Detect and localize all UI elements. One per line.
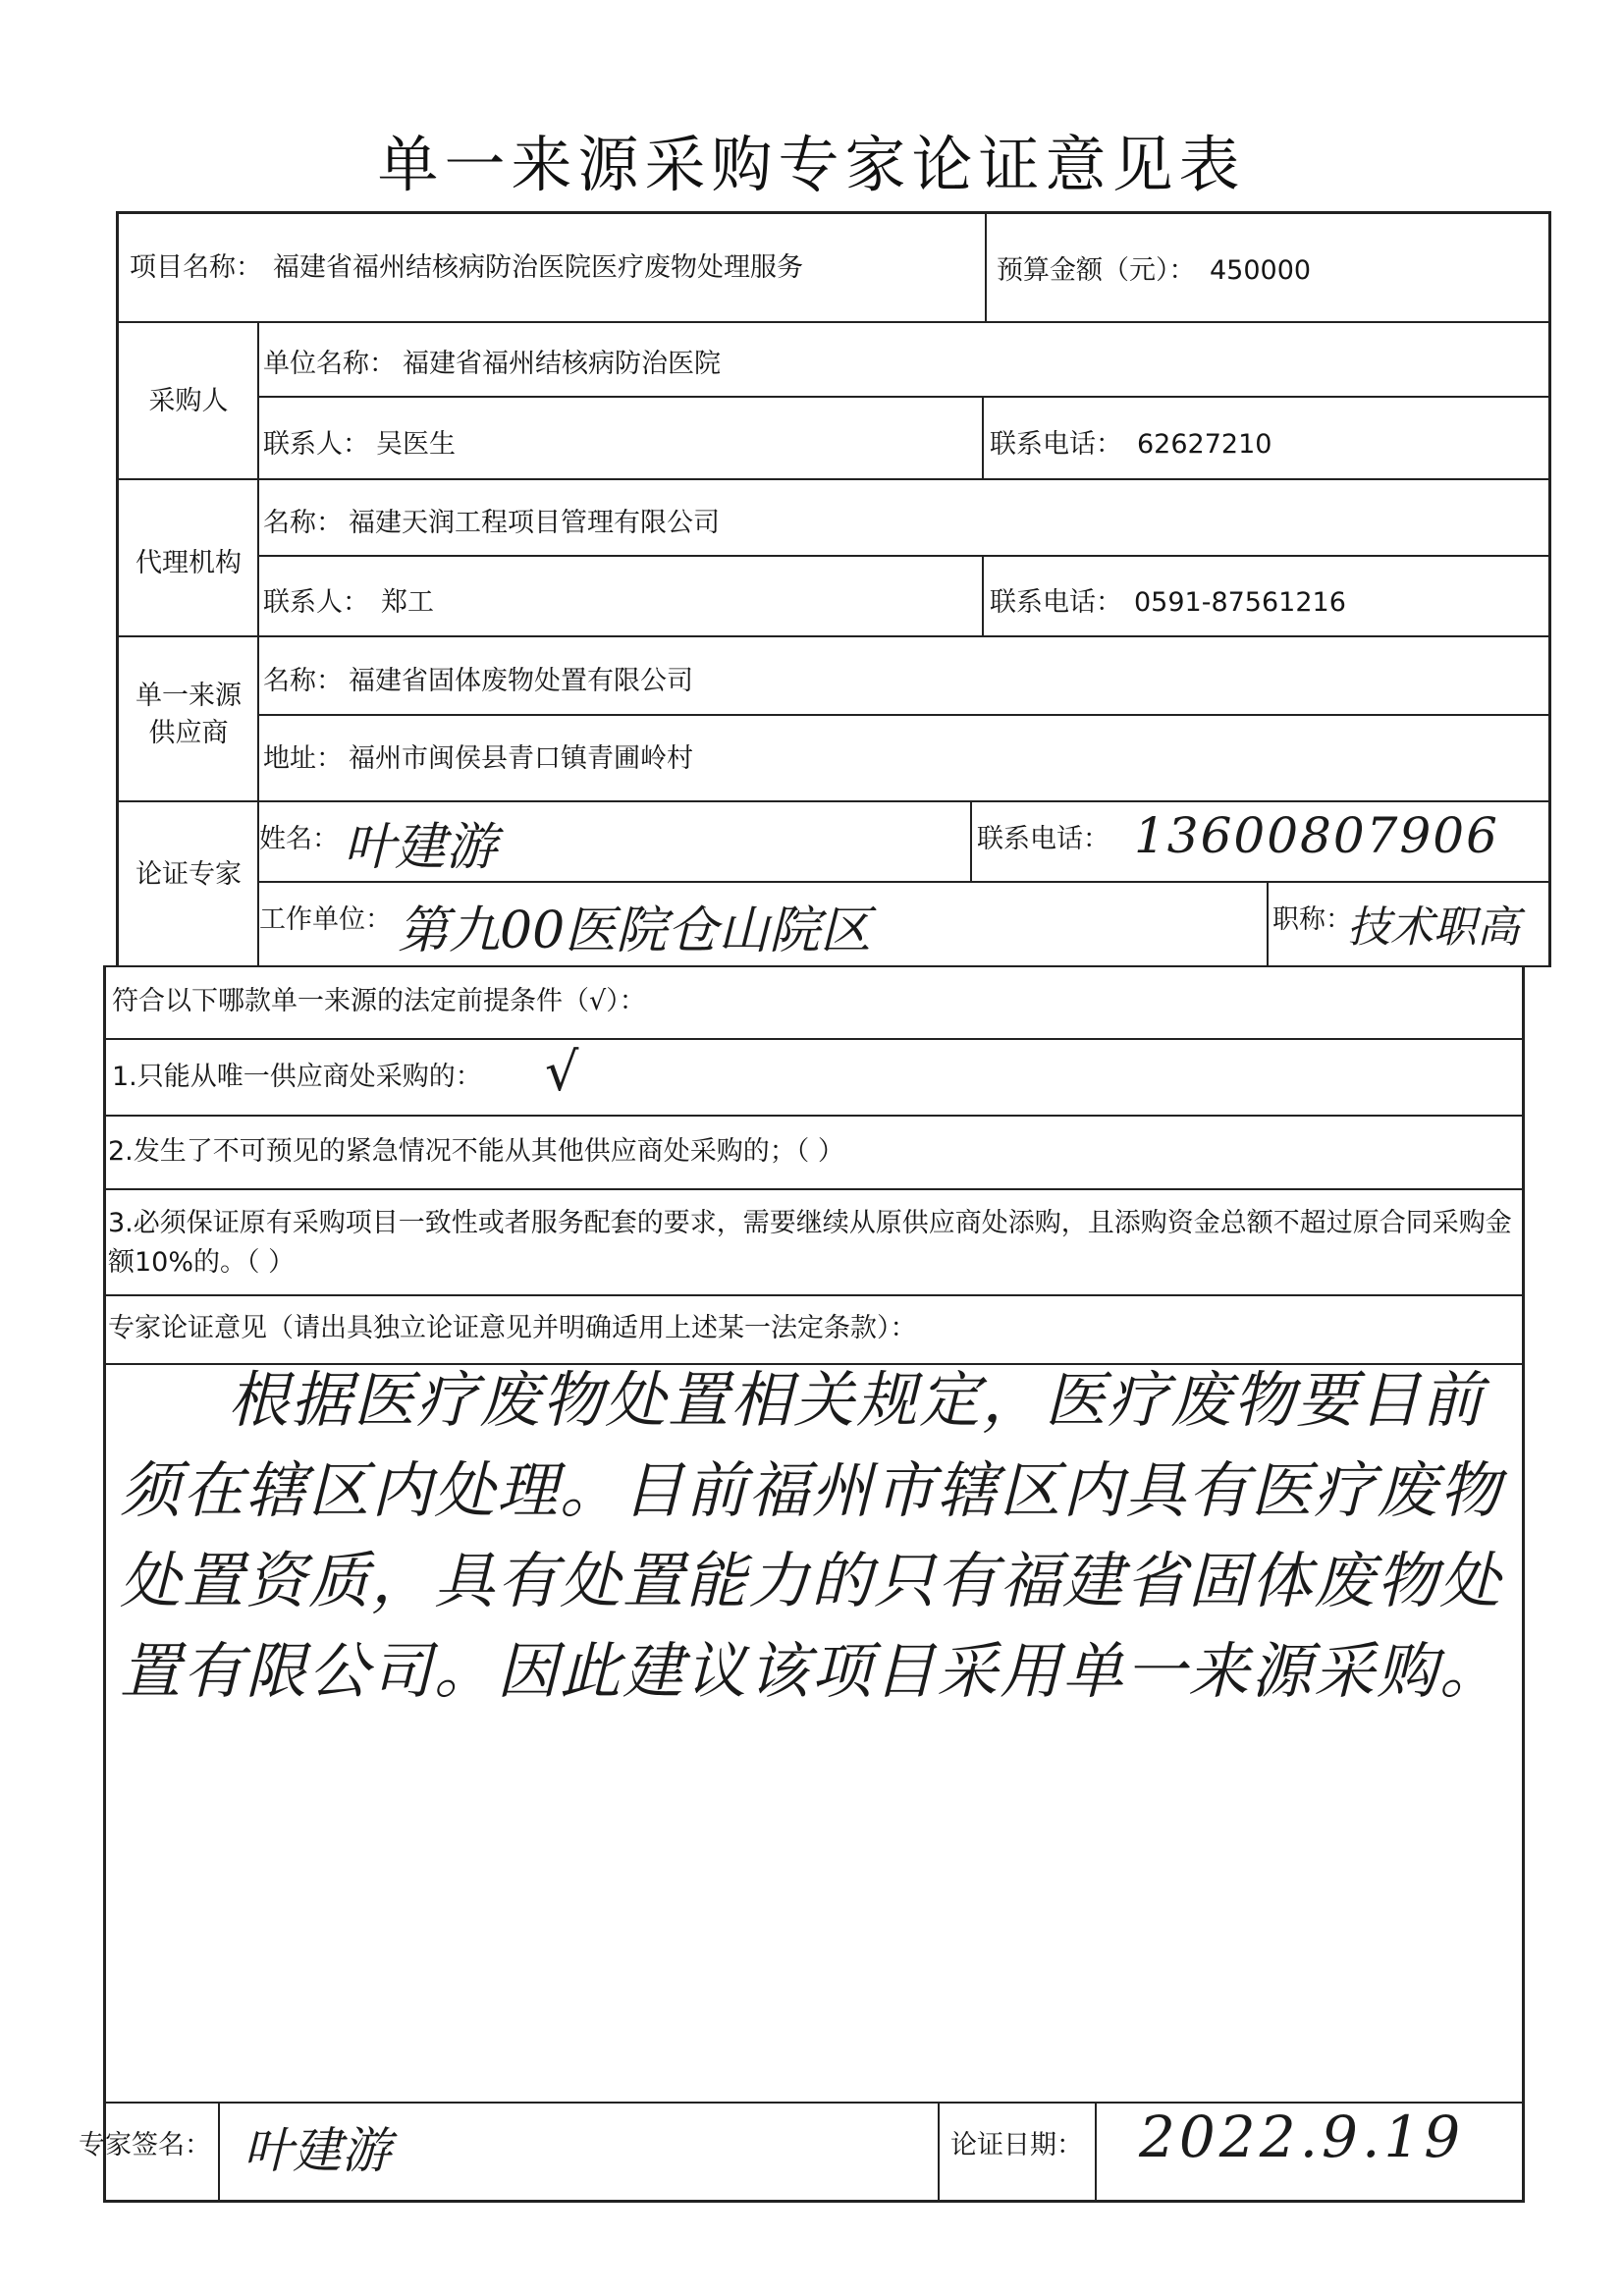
purchaser-phone-value: 62627210 [1137,429,1272,460]
agency-name-label: 名称： [263,508,343,538]
form-title: 单一来源采购专家论证意见表 [377,129,1246,200]
row-line [103,1115,1525,1117]
expert-title-label: 职称： [1272,904,1352,935]
project-name-label: 项目名称： [130,252,262,283]
frame-bottom [103,2200,1525,2203]
supplier-address-value: 福州市闽侯县青口镇青圃岭村 [349,743,693,774]
supplier-address-label: 地址： [263,743,343,774]
budget-label: 预算金额（元）： [997,255,1196,286]
frame-left-lower [103,965,106,2203]
supplier-name-label: 名称： [263,666,343,696]
row-line [257,714,1551,716]
col-line [1095,2102,1097,2200]
agency-name-value: 福建天润工程项目管理有限公司 [349,508,720,538]
row-line [116,321,1551,323]
agency-contact-value: 郑工 [381,587,434,618]
frame-left-upper [116,211,119,965]
condition-item-1: 1.只能从唯一供应商处采购的： [112,1062,482,1092]
date-handwritten: 2022.9.19 [1139,2104,1465,2170]
purchaser-section-label: 采购人 [148,386,229,416]
col-line [982,396,984,478]
col-line [218,2102,220,2200]
expert-phone-label: 联系电话： [977,824,1109,854]
expert-title-handwritten: 技术职高 [1347,902,1520,953]
project-name-value: 福建省福州结核病防治医院医疗废物处理服务 [273,252,803,283]
row-line [103,965,1551,967]
col-line [938,2102,940,2200]
opinion-heading: 专家论证意见（请出具独立论证意见并明确适用上述某一法定条款）： [108,1313,917,1343]
row-line [103,1188,1525,1190]
expert-name-label: 姓名： [259,824,339,854]
expert-section-label: 论证专家 [135,859,242,890]
expert-name-handwritten: 叶建游 [344,818,498,877]
row-line [116,478,1551,480]
row-line [103,1038,1525,1040]
purchaser-unit-value: 福建省福州结核病防治医院 [403,349,721,379]
supplier-section-label-line2: 供应商 [148,718,229,748]
row-line [116,635,1551,637]
opinion-handwritten-text: 根据医疗废物处置相关规定，医疗废物要目前须在辖区内处理。目前福州市辖区内具有医疗废物处置资质，具有处置能力的只有福建省固体废物处置有限公司。因此建议该项目采用单一来源采购。 [120,1364,1503,1707]
conditions-heading: 符合以下哪款单一来源的法定前提条件（√）： [112,986,646,1016]
agency-phone-label: 联系电话： [990,587,1122,618]
budget-value: 450000 [1210,255,1312,286]
col-line [982,555,984,635]
purchaser-contact-label: 联系人： [263,429,369,460]
expert-work-handwritten: 第九00医院仓山院区 [398,902,872,960]
col-line [257,321,259,965]
condition-item-3: 3.必须保证原有采购项目一致性或者服务配套的要求，需要继续从原供应商处添购，且添购资金总额不超过原合同采购金额10%的。（ ） [108,1208,1512,1278]
agency-phone-value: 0591-87561216 [1134,587,1346,618]
row-line [257,555,1551,557]
purchaser-unit-label: 单位名称： [263,349,396,379]
agency-section-label: 代理机构 [135,548,242,578]
purchaser-phone-label: 联系电话： [990,429,1122,460]
agency-contact-label: 联系人： [263,587,369,618]
row-line [103,1294,1525,1296]
row-line [116,800,1551,802]
supplier-section-label [120,678,257,752]
expert-phone-handwritten: 13600807906 [1134,807,1499,864]
row-line [257,396,1551,398]
frame-top [116,211,1551,214]
supplier-name-value: 福建省固体废物处置有限公司 [349,666,693,696]
purchaser-contact-value: 吴医生 [376,429,456,460]
signature-handwritten: 叶建游 [243,2122,391,2179]
col-line [1267,881,1269,965]
condition-item-2: 2.发生了不可预见的紧急情况不能从其他供应商处采购的；（ ） [108,1136,844,1167]
frame-right-upper [1548,211,1551,965]
row-line [257,881,1551,883]
supplier-section-label-line1: 单一来源 [135,681,242,711]
frame-right-lower [1522,965,1525,2203]
col-line [985,211,987,321]
expert-work-label: 工作单位： [259,904,392,935]
signature-label: 专家签名： [79,2130,211,2160]
date-label: 论证日期： [950,2130,1083,2160]
col-line [970,800,972,881]
condition-item-1-checkmark: √ [545,1041,579,1103]
